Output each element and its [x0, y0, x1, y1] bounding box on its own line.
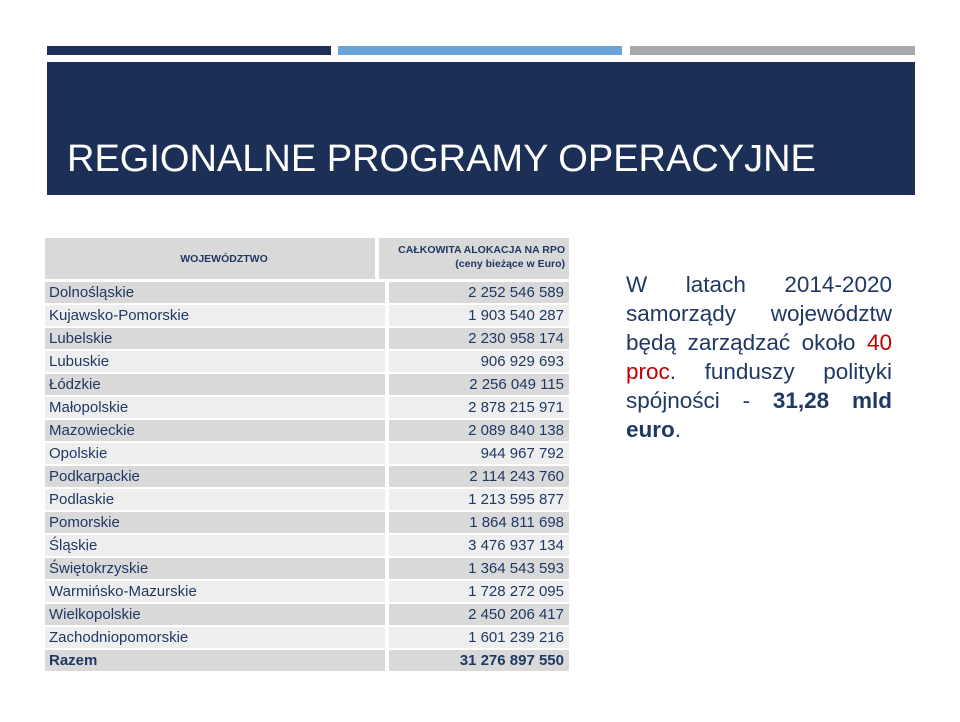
summary-amount: 31,28 mld euro [626, 388, 892, 442]
allocation-value: 906 929 693 [389, 351, 569, 372]
allocation-table [45, 238, 569, 671]
allocation-value: 2 450 206 417 [389, 604, 569, 625]
table-row [45, 420, 569, 441]
region-name: Warmińsko-Mazurskie [45, 581, 385, 602]
table-row [45, 466, 569, 487]
region-name: Pomorskie [45, 512, 385, 533]
header-region: WOJEWÓDZTWO [45, 238, 375, 279]
allocation-value: 1 728 272 095 [389, 581, 569, 602]
table-row [45, 558, 569, 579]
allocation-value: 1 864 811 698 [389, 512, 569, 533]
header-allocation-title: CAŁKOWITA ALOKACJA NA RPO [398, 244, 565, 256]
region-name: Podlaskie [45, 489, 385, 510]
allocation-value: 2 089 840 138 [389, 420, 569, 441]
allocation-value: 2 878 215 971 [389, 397, 569, 418]
table-row [45, 397, 569, 418]
table-row [45, 489, 569, 510]
region-name: Mazowieckie [45, 420, 385, 441]
table-row [45, 604, 569, 625]
summary-part3: . [674, 417, 682, 442]
allocation-value: 1 213 595 877 [389, 489, 569, 510]
region-name: Łódzkie [45, 374, 385, 395]
summary-part1: W latach 2014-2020 samorządy województw będą zarządzać około [626, 272, 892, 355]
total-row [45, 650, 569, 671]
total-label: Razem [45, 650, 385, 671]
allocation-value: 3 476 937 134 [389, 535, 569, 556]
region-name: Zachodniopomorskie [45, 627, 385, 648]
region-name: Lubelskie [45, 328, 385, 349]
top-bar-blue [338, 46, 622, 55]
allocation-value: 2 114 243 760 [389, 466, 569, 487]
allocation-value: 1 364 543 593 [389, 558, 569, 579]
table-row [45, 282, 569, 303]
table-row [45, 443, 569, 464]
header-allocation-subtitle: (ceny bieżące w Euro) [455, 258, 565, 270]
table-body [45, 282, 569, 671]
top-bar-gray [630, 46, 915, 55]
summary-text [626, 270, 892, 444]
summary-part2: . funduszy polityki spójności - [626, 359, 892, 413]
allocation-value: 1 601 239 216 [389, 627, 569, 648]
top-bar-navy [47, 46, 331, 55]
header-allocation [379, 238, 569, 279]
summary-highlight: 40 proc [626, 330, 892, 384]
table-row [45, 351, 569, 372]
allocation-value: 1 903 540 287 [389, 305, 569, 326]
allocation-value: 944 967 792 [389, 443, 569, 464]
region-name: Opolskie [45, 443, 385, 464]
allocation-value: 2 230 958 174 [389, 328, 569, 349]
region-name: Świętokrzyskie [45, 558, 385, 579]
table-row [45, 627, 569, 648]
allocation-value: 2 256 049 115 [389, 374, 569, 395]
table-row [45, 535, 569, 556]
region-name: Lubuskie [45, 351, 385, 372]
region-name: Podkarpackie [45, 466, 385, 487]
table-header [45, 238, 569, 279]
region-name: Małopolskie [45, 397, 385, 418]
table-row [45, 305, 569, 326]
region-name: Kujawsko-Pomorskie [45, 305, 385, 326]
region-name: Dolnośląskie [45, 282, 385, 303]
table-row [45, 581, 569, 602]
table-row [45, 328, 569, 349]
slide-title: REGIONALNE PROGRAMY OPERACYJNE [67, 138, 816, 180]
total-value: 31 276 897 550 [389, 650, 569, 671]
table-row [45, 374, 569, 395]
region-name: Wielkopolskie [45, 604, 385, 625]
region-name: Śląskie [45, 535, 385, 556]
allocation-value: 2 252 546 589 [389, 282, 569, 303]
table-row [45, 512, 569, 533]
